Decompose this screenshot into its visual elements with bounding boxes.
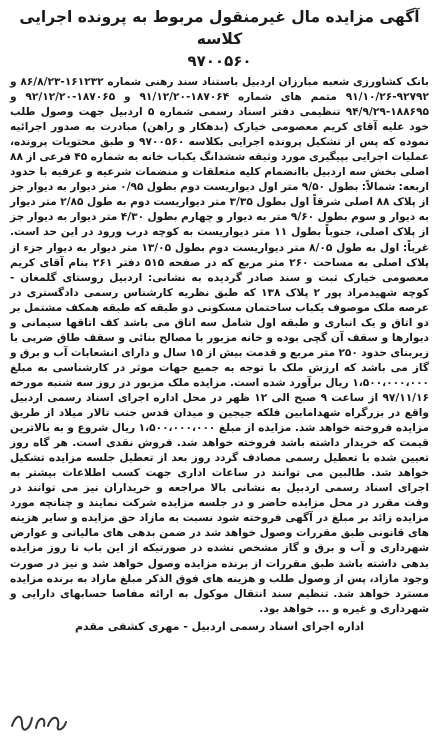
handwritten-mark xyxy=(8,708,68,734)
case-number: ۹۷۰۰۵۶۰ xyxy=(187,52,252,70)
notice-body: بانک کشاورزی شعبه مبارزان اردبیل باستناد سند رهنی شماره ۱۶۱۲۳۲-۸۶/۸/۲۳ و ۹۲۷۹۲-۹۱/۱۰/۲۶ متمم های شماره ۱۸۷۰۶۴-۹۱/۱۲/۲۰ و ۱۸۷۰۶۵-۹۲/۱۲/۲۰ و ۱۸۸۶۹۵-۹۴/۹/۲۹ تنظیمی دفتر اسناد رسمی شماره ۵ اردبیل جهت وصول طلب خود علیه آقای کریم معصومی خیارک (بدهکار و راهن) مبادرت به صدور اجرائیه نموده که پس از تشکیل پرونده اجرایی بکلاسه ۹۷۰۰۵۶۰ و طبق محتویات پرونده، عملیات اجرایی بپیگیری مورد وثیقه ششدانگ یکباب خانه به شماره ۴۵ فرعی از ۸۸ اصلی بخش سه اردبیل باانضمام کلیه متعلقات و منضمات شرعیه و عرفیه با حدود اربعه: شمالاً: بطول ۹/۵۰ متر اول دیواریست دوم بطول ۰/۹۵ متر دیوار به دیوار جز از پلاک ۸۸ اصلی شرقاً اول بطول ۳/۳۵ متر دیواریست دوم به طول ۲/۸۵ متر دیوار به دیوار و سوم بطول ۹/۶۰ متر به دیوار و چهارم بطول ۴/۳۰ متر دیوار به دیوار جز از پلاک اصلی، جنوباً بطول ۱۱ متر دیواریست به کوچه درب ورود در این حد است. غرباً: اول به طول ۸/۰۵ متر دیواریست دوم بطول ۱۳/۰۵ متر دیوار به دیوار جزء از پلاک اصلی به مساحت ۲۶۰ متر مربع که در صفحه ۵۱۵ دفتر ۲۶۱ بنام آقای کریم معصومی خیارک ثبت و سند صادر گردیده به نشانی: اردبیل روستای گلمغان - کوچه شهیدمراد پور ۲ پلاک ۱۳۸ که طبق نظریه کارشناس رسمی دادگستری در عرصه ملک موصوف یکباب ساختمان مسکونی دو طبقه که طبقه همکف مشتمل بر دو اتاق و یک انباری و طبقه اول شامل سه اتاق می باشد کف اتاقها سیمانی و دیوارها و سقف آن گچی بوده و خانه مزبور با مصالح بنائی و سقف طاق ضربی با زیربنای حدود ۲۵۰ متر مربع و قدمت بیش از ۱۵ سال و دارای انشعابات آب و برق و گاز می باشد که ارزش ملک با توجه به جمیع جهات موثر در کارشناسی به مبلغ ۱،۵۰۰،۰۰۰،۰۰۰ ریال برآورد شده است. مزایده ملک مزبور در روز سه شنبه مورخه ۹۷/۱۱/۱۶ از ساعت ۹ صبح الی ۱۲ ظهر در محل اداره اجرای اسناد رسمی اردبیل واقع در بزرگراه شهدامابین فلکه جیجین و میدان قدس جنب تالار میلاد از طریق مزایده فروخته خواهد شد. مزایده از مبلغ ۱،۵۰۰،۰۰۰،۰۰۰ ریال شروع و به بالاترین قیمت که خریدار داشته باشد فروخته خواهد شد. فروش نقدی است. هر گاه روز تعیین شده با تعطیل رسمی مصادف گردد روز بعد از تعطیل جلسه مزایده تشکیل خواهد شد. طالبین می توانند در ساعات اداری جهت کسب اطلاعات بیشتر به اجرای اسناد رسمی اردبیل به نشانی بالا مراجعه و خریداران نیز می توانند در وقت مقرر در محل مزایده حاضر و در جلسه مزایده شرکت نمایند و چنانچه مورد مزایده زائد بر مبلغ در آگهی فروخته شود نسبت به مازاد حق مزایده و سایر هزینه های قانونی طبق مقررات وصول خواهد شد در ضمن بدهی های مالیاتی و عوارض شهرداری و آب و برق و گاز مشخص نشده در صورتیکه از این باب تا روز مزایده بدهی داشته باشد طبق مقررات از برنده مزایده وصول خواهد شد و نیز در صورت وجود مازاد، پس از وصول طلب و هزینه های فوق الذکر مبلغ مازاد به برنده مزایده مسترد خواهد شد. تنظیم سند انتقال موکول به ارائه مفاصا حسابهای دارایی و شهرداری و غیره و ... خواهد بود. xyxy=(10,76,430,615)
notice-signature: اداره اجرای اسناد رسمی اردبیل - مهری کشفی مقدم xyxy=(74,619,365,633)
notice-title: آگهی مزایده مال غیرمنقول مربوط به پرونده اجرایی کلاسه xyxy=(19,8,420,48)
